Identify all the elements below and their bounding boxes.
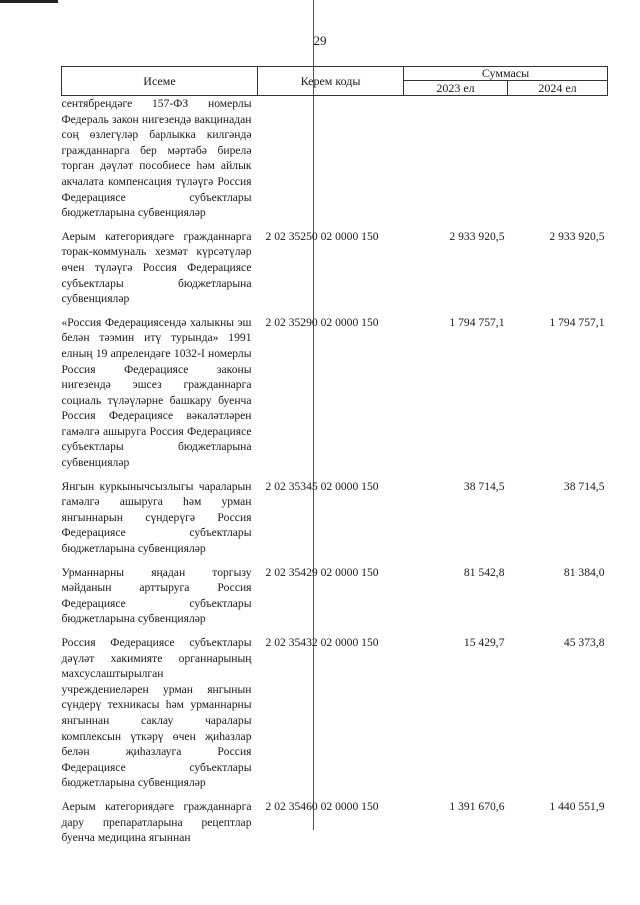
row-amount-2023: 38 714,5 [463,479,505,493]
table-row [62,635,608,799]
budget-table [61,66,608,854]
row-name: Янгын куркынычсызлыгы чараларын гамәлгә ашыруга һәм урман янгыннарын сүндерүгә Россия Федерациясе субъектлары бюджетларына субвенцияләр [61,479,252,556]
scan-edge-mark [0,0,58,3]
row-code: 2 02 35460 02 0000 150 [265,799,379,813]
table-header [62,67,608,96]
row-name: сентябрендәге 157-ФЗ номерлы Федераль закон нигезендә вакцинадан соң өзлегүләр барлыкка килгәндә гражданнарга бер мәртәбә бирелә торган дәүләт пособиесе һәм айлык акчалата компенсация түләүгә Россия Федерациясе субъектлары бюджетларына субвенцияләр [61,97,252,220]
row-name: Россия Федерациясе субъектлары дәүләт хакимияте органнарының махсуслаштырылган учреждениеләрен урман янгынын сүндерү техникасы һәм урманнарны янгыннан саклау чаралары комплексын үткәрү өчен җиһазлар белән җиһазлауга Россия Федерациясе субъектлары бюджетларына субвенцияләр [61,636,252,790]
table-row [62,565,608,635]
page-number: 29 [313,33,327,48]
row-code [258,96,404,229]
table-body [62,96,608,854]
row-amount-2023: 1 794 757,1 [449,315,505,329]
row-name: Аерым категориядәге гражданнарга торак-коммуналь хезмәт күрсәтүләр өчен түләүгә Россия Федерациясе субъектлары бюджетларына субвенцияләр [61,229,252,306]
row-amount-2023: 2 933 920,5 [449,229,505,243]
row-code: 2 02 35250 02 0000 150 [265,229,379,243]
header-year-2024: 2024 ел [508,81,608,96]
table-row [62,315,608,479]
row-name: Урманнарны яңадан торгызу мәйданын арттыруга Россия Федерациясе субъектлары бюджетларына субвенцияләр [61,565,252,626]
header-amounts: Суммасы [404,67,608,81]
row-amount-2023: 81 542,8 [463,565,505,579]
row-code: 2 02 35432 02 0000 150 [265,636,379,649]
row-amount-2024: 38 714,5 [563,479,605,493]
row-amount-2024: 1 794 757,1 [549,315,605,329]
table-row [62,799,608,854]
header-name: Исеме [62,67,258,96]
row-amount-2024 [508,96,608,229]
row-amount-2023 [404,96,508,229]
row-amount-2024: 45 373,8 [563,636,605,649]
row-code: 2 02 35290 02 0000 150 [265,315,379,329]
row-amount-2024: 1 440 551,9 [549,799,605,813]
header-code: Керем коды [258,67,404,96]
row-amount-2024: 81 384,0 [563,565,605,579]
row-name: «Россия Федерациясендә халыкны эш белән тәэмин итү турында» 1991 елның 19 апрелендәге 1032-I номерлы Россия Федерациясе законы нигезендә эшсез гражданнарга социаль түләүләрне башкару буенча Россия Федерациясе вәкаләтләрен гамәлгә ашыруга Россия Федерациясе субъектлары бюджетларына субвенцияләр [61,315,252,470]
table-row [62,96,608,229]
row-amount-2024: 2 933 920,5 [549,229,605,243]
table-row [62,229,608,315]
row-code: 2 02 35345 02 0000 150 [265,479,379,493]
row-name: Аерым категориядәге гражданнарга дару препаратларына рецептлар буенча медицина ягыннан [61,799,252,845]
row-amount-2023: 15 429,7 [463,636,505,649]
row-amount-2023: 1 391 670,6 [449,799,505,813]
row-code: 2 02 35429 02 0000 150 [265,565,379,579]
header-year-2023: 2023 ел [404,81,508,96]
table-row [62,479,608,565]
